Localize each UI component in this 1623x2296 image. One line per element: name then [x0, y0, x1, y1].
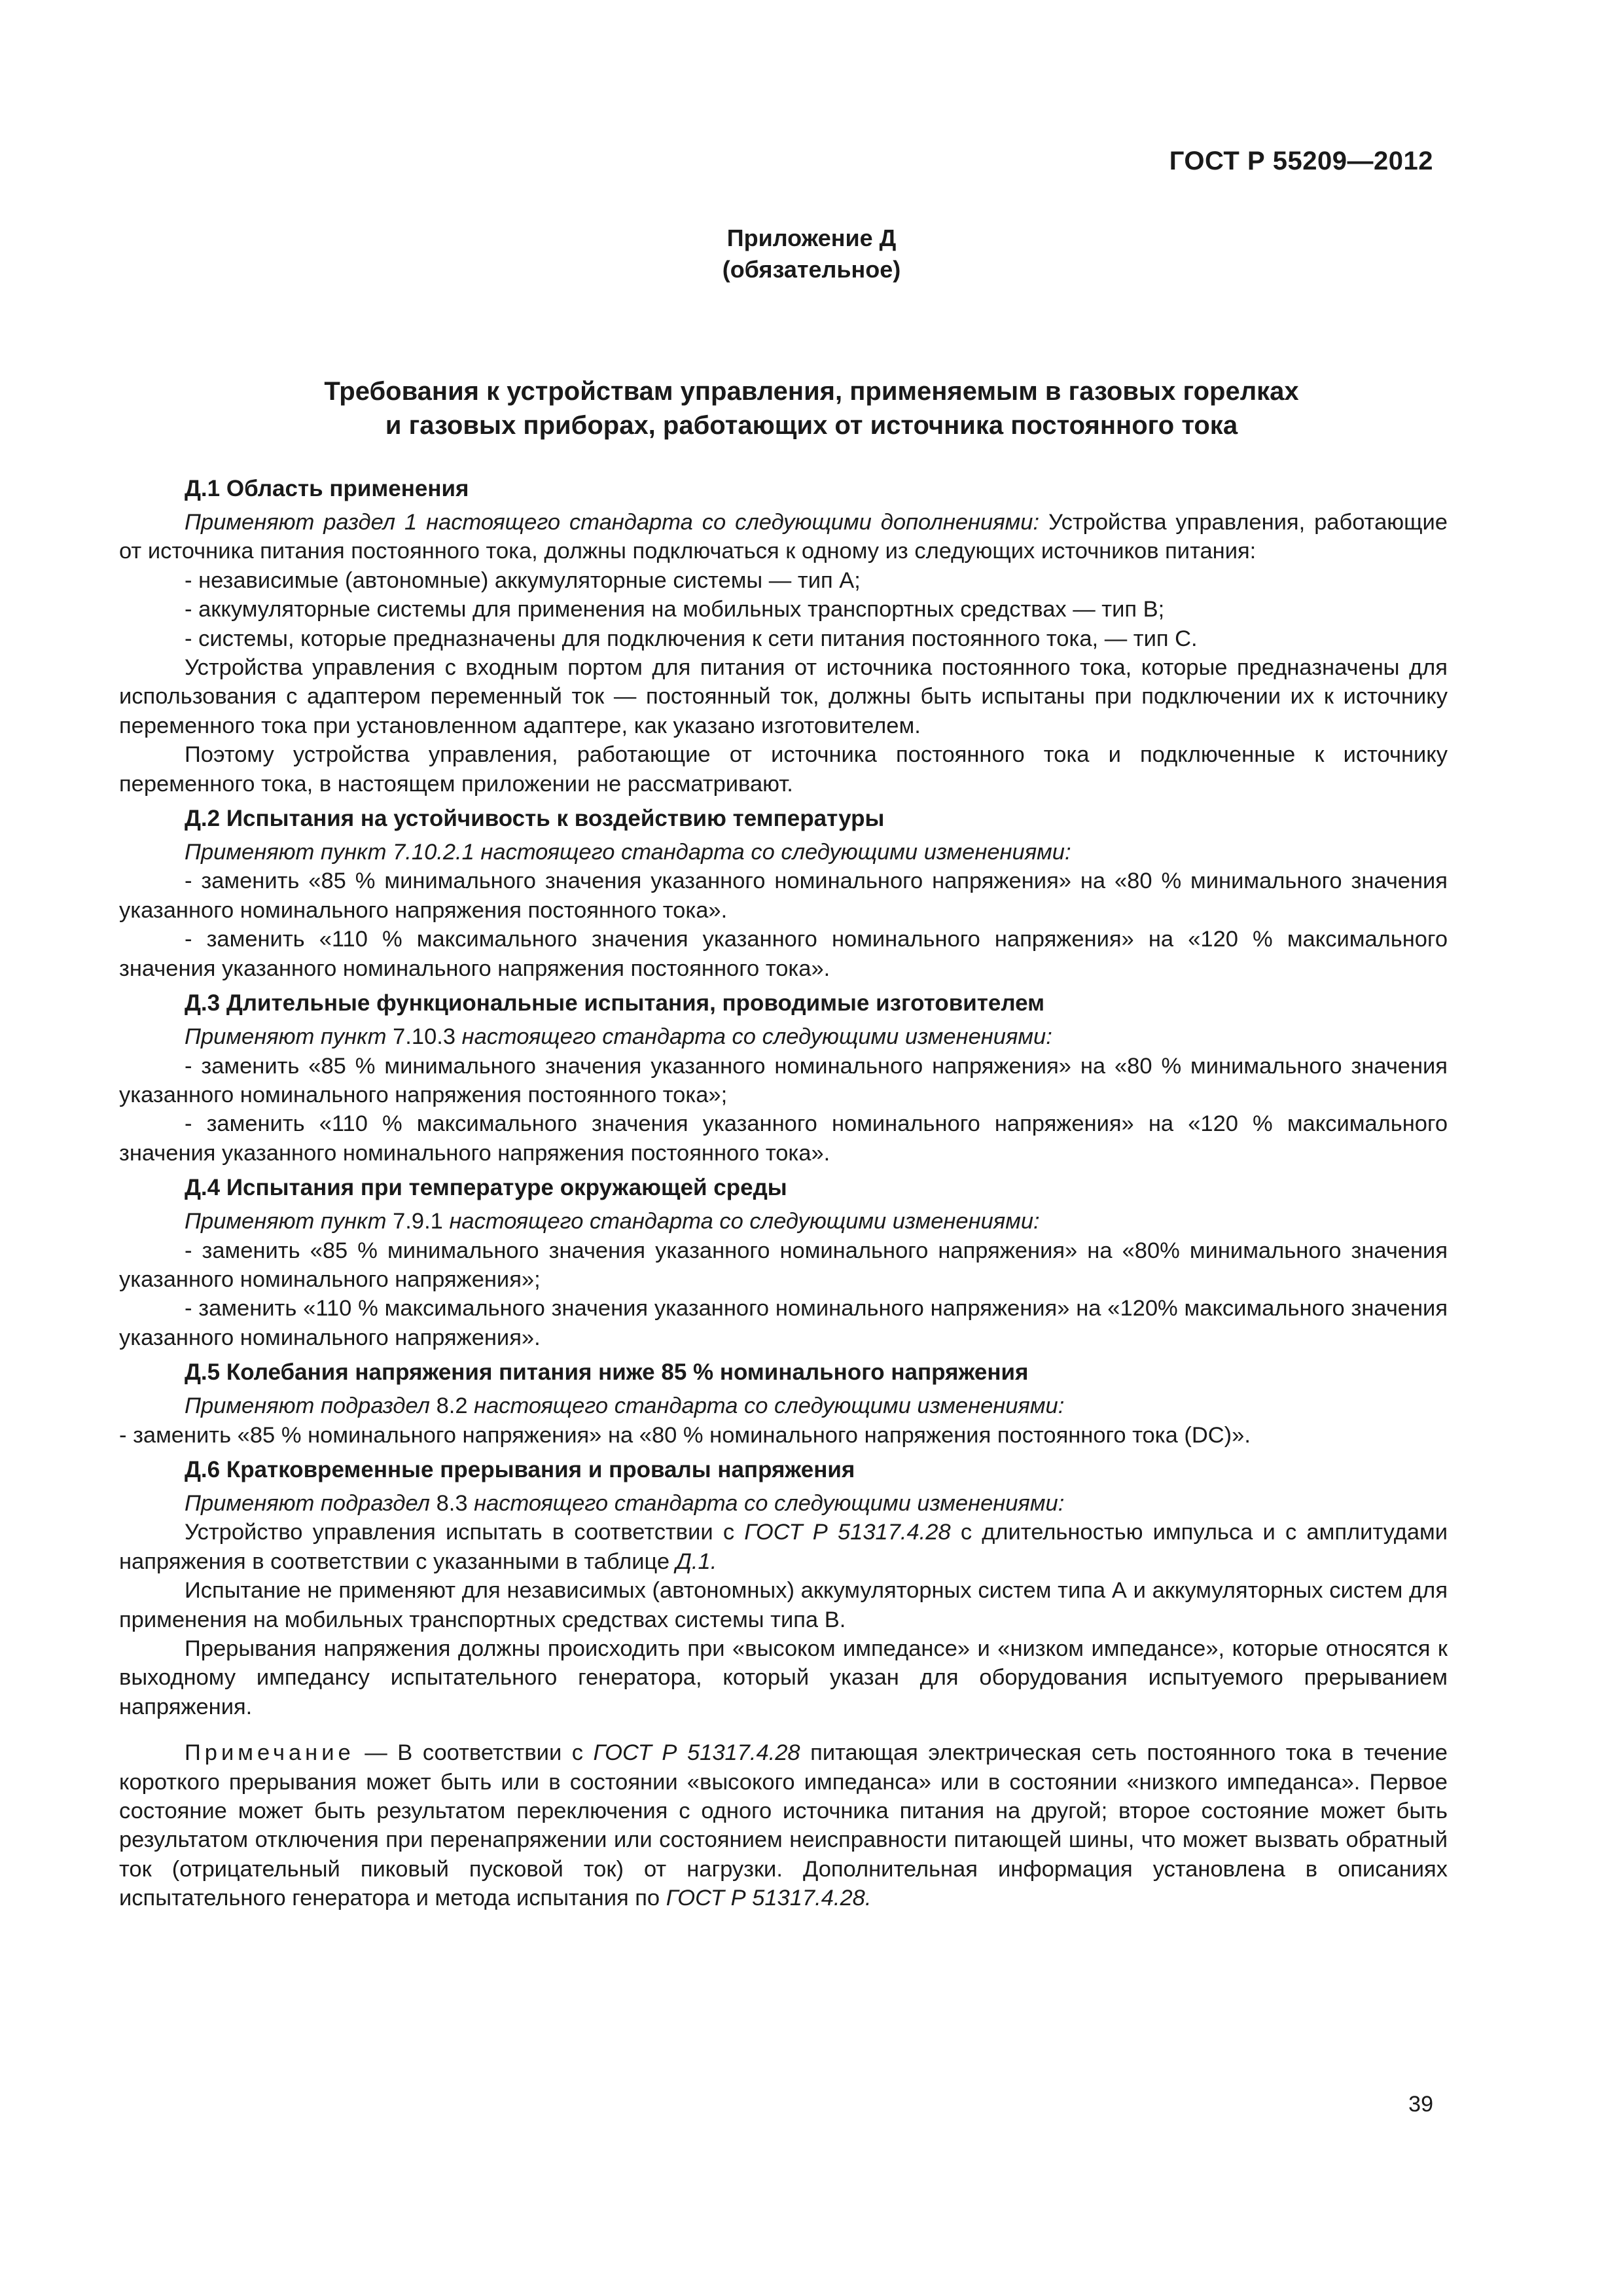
paragraph: Испытание не применяют для независимых (автономных) аккумуляторных систем типа А и аккумуляторных систем для применения на мобильных транспортных средствах системы типа В.	[119, 1578, 1448, 1632]
paragraph: Устройства управления с входным портом для питания от источника постоянного тока, которые предназначены для использования с адаптером переменный ток — постоянный ток, должны быть испытаны при подключении их к источнику переменного тока при установленном адаптере, как указано изготовителем.	[119, 655, 1448, 738]
list-item: - заменить «85 % минимального значения указанного номинального напряжения» на «80% минимального значения указанного номинального напряжения»;	[119, 1238, 1448, 1292]
list-item: - заменить «110 % максимального значения указанного номинального напряжения» на «120 % максимального значения указанного номинального напряжения постоянного тока».	[119, 1111, 1448, 1166]
section-heading-d5: Д.5 Колебания напряжения питания ниже 85 % номинального напряжения	[185, 1359, 1029, 1386]
title-line-2: и газовых приборах, работающих от источника постоянного тока	[385, 411, 1238, 440]
paragraph	[119, 1391, 1448, 1420]
italic-text: настоящего стандарта со следующими изменениями:	[467, 1393, 1065, 1419]
standard-reference: ГОСТ Р 51317.4.28.	[666, 1886, 872, 1911]
list-item: - заменить «85 % минимального значения указанного номинального напряжения» на «80 % минимального значения указанного номинального напряжения постоянного тока».	[119, 869, 1448, 923]
standard-reference: ГОСТ Р 51317.4.28	[744, 1520, 951, 1545]
note-paragraph	[119, 1738, 1448, 1912]
note-label: Примечание	[185, 1740, 355, 1766]
list-item: - заменить «110 % максимального значения указанного номинального напряжения» на «120% максимального значения указанного номинального напряжения».	[119, 1296, 1448, 1350]
list-item: - системы, которые предназначены для подключения к сети питания постоянного тока, — тип С.	[185, 626, 1198, 651]
list-item: - аккумуляторные системы для применения на мобильных транспортных средствах — тип В;	[185, 597, 1165, 622]
list-item: - заменить «85 % номинального напряжения» на «80 % номинального напряжения постоянного тока (DC)».	[119, 1422, 1251, 1448]
italic-text: Применяют пункт	[185, 1209, 393, 1234]
paragraph	[119, 1489, 1448, 1518]
paragraph	[119, 1022, 1448, 1051]
text: Устройство управления испытать в соответствии с	[185, 1520, 745, 1545]
section-heading-d2: Д.2 Испытания на устойчивость к воздействию температуры	[185, 806, 885, 832]
paragraph	[119, 1207, 1448, 1236]
paragraph	[119, 1518, 1448, 1576]
list-item: - заменить «85 % минимального значения указанного номинального напряжения» на «80 % минимального значения указанного номинального напряжения постоянного тока»;	[119, 1053, 1448, 1107]
document-body	[119, 469, 1448, 1913]
text: с длительностью импульса и с амплитудами напряжения в соответствии с указанными в таблице	[119, 1520, 1448, 1574]
appendix-title: Приложение Д	[726, 224, 897, 251]
italic-text: Применяют пункт	[185, 1024, 393, 1050]
italic-text: настоящего стандарта со следующими изменениями:	[455, 1024, 1052, 1050]
paragraph	[119, 508, 1448, 566]
paragraph	[119, 838, 1448, 867]
italic-text: Применяют подраздел	[185, 1490, 437, 1516]
italic-text: настоящего стандарта со следующими изменениями:	[442, 1209, 1040, 1234]
clause-number: 8.2	[436, 1393, 468, 1419]
section-heading-d1: Д.1 Область применения	[185, 476, 469, 501]
italic-text: Применяют подраздел	[185, 1393, 437, 1419]
text: Устройства управления, работающие от источника питания постоянного тока, должны подключаться к одному из следующих источников питания:	[119, 510, 1448, 564]
section-heading-d4: Д.4 Испытания при температуре окружающей среды	[185, 1175, 787, 1201]
standard-reference: ГОСТ Р 51317.4.28	[593, 1740, 800, 1766]
italic-text: Применяют пункт 7.10.2.1 настоящего стандарта со следующими изменениями:	[185, 840, 1071, 865]
title-line-1: Требования к устройствам управления, применяемым в газовых горелках	[324, 377, 1299, 406]
italic-text: настоящего стандарта со следующими изменениями:	[467, 1490, 1065, 1516]
section-heading-d3: Д.3 Длительные функциональные испытания, проводимые изготовителем	[185, 990, 1045, 1016]
appendix-heading	[0, 223, 1623, 285]
clause-number: 7.9.1	[393, 1209, 443, 1234]
clause-number: 7.10.3	[393, 1024, 456, 1050]
clause-number: 8.3	[436, 1490, 468, 1516]
list-item: - независимые (автономные) аккумуляторные системы — тип А;	[185, 567, 861, 593]
text: — В соответствии с	[354, 1740, 594, 1766]
standard-number: ГОСТ Р 55209—2012	[1169, 147, 1433, 175]
section-heading-d6: Д.6 Кратковременные прерывания и провалы напряжения	[185, 1456, 855, 1482]
italic-text: Применяют раздел 1 настоящего стандарта со следующими дополнениями:	[185, 510, 1040, 535]
appendix-status: (обязательное)	[722, 256, 901, 283]
paragraph: Поэтому устройства управления, работающие от источника постоянного тока и подключенные к источнику переменного тока, в настоящем приложении не рассматривают.	[119, 742, 1448, 797]
paragraph: Прерывания напряжения должны происходить при «высоком импедансе» и «низком импедансе», которые относятся к выходному импедансу испытательного генератора, который указан для оборудования испытуемого прерыванием напряжения.	[119, 1636, 1448, 1719]
list-item: - заменить «110 % максимального значения указанного номинального напряжения» на «120 % максимального значения указанного номинального напряжения постоянного тока».	[119, 927, 1448, 981]
page-number: 39	[1408, 2092, 1433, 2117]
text: питающая электрическая сеть постоянного тока в течение короткого прерывания может быть или в состоянии «высокого импеданса» или в состоянии «низкого импеданса». Первое состояние может быть результатом переключения с одного источника питания на другой; второе состояние может быть результатом отключения при перенапряжении или состоянием неисправности питающей шины, что может вызвать обратный ток (отрицательный пиковый пусковой ток) от нагрузки. Дополнительная информация установлена в описаниях испытательного генератора и метода испытания по	[119, 1740, 1448, 1911]
table-reference: Д.1.	[675, 1549, 717, 1574]
document-title	[0, 374, 1623, 442]
